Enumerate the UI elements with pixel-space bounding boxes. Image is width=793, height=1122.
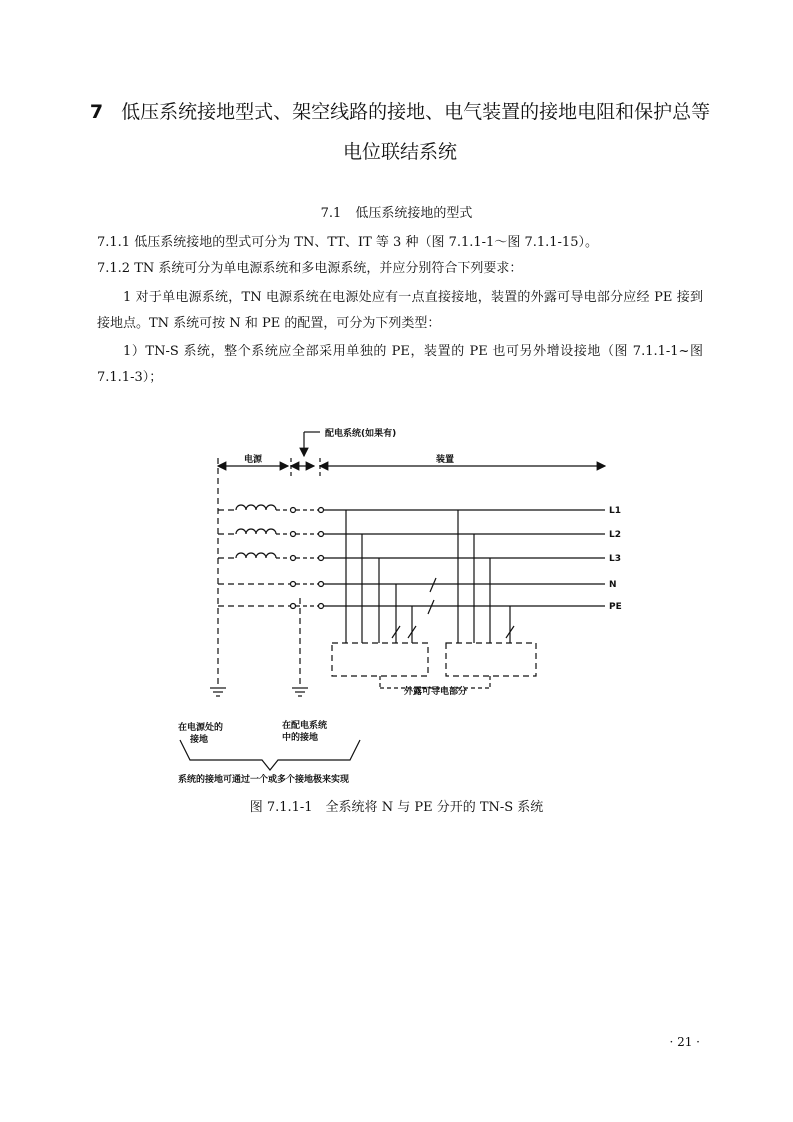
label-l1: L1	[609, 506, 621, 516]
figure-caption: 图 7.1.1-1 全系统将 N 与 PE 分开的 TN-S 系统	[249, 800, 544, 815]
equipment-box-2	[446, 643, 536, 676]
winding-l2	[236, 529, 276, 534]
chapter-title	[80, 92, 720, 172]
label-l2: L2	[609, 530, 621, 540]
n-mark	[430, 578, 436, 592]
label-distribution: 配电系统(如果有)	[325, 429, 397, 439]
label-exposed-parts: 外露可导电部分	[404, 687, 468, 697]
chapter-title-line2: 电位联结系统	[342, 141, 457, 163]
label-source: 电源	[244, 455, 263, 465]
label-n: N	[609, 580, 617, 590]
paragraph-7-1-2: 7.1.2 TN 系统可分为单电源系统和多电源系统，并应分别符合下列要求：	[97, 261, 523, 276]
label-bottom-note: 系统的接地可通过一个或多个接地极来实现	[178, 775, 350, 785]
section-title-text: 低压系统接地的型式	[355, 206, 473, 221]
tn-s-diagram	[160, 418, 630, 797]
section-title	[0, 202, 793, 221]
tn-s-diagram-svg	[160, 418, 630, 793]
chapter-title-text: 低压系统接地型式、架空线路的接地、电气装置的接地电阻和保护总等	[121, 101, 711, 123]
chapter-number: 7	[89, 101, 104, 123]
label-ground-source-2: 接地	[190, 735, 209, 745]
label-l3: L3	[609, 554, 621, 564]
label-ground-source-1: 在电源处的	[178, 723, 224, 733]
paragraph-7-1-1: 7.1.1 低压系统接地的型式可分为 TN、TT、IT 等 3 种（图 7.1.1-1～图 7.1.1-15）。	[97, 235, 598, 250]
paragraph-item-1-1: 1）TN-S 系统，整个系统应全部采用单独的 PE，装置的 PE 也可另外增设接地（图 7.1.1-1~图 7.1.1-3）；	[97, 344, 703, 385]
label-ground-dist-2: 中的接地	[282, 733, 319, 743]
page-number: · 21 ·	[669, 1035, 700, 1049]
pe-mark	[428, 600, 434, 614]
winding-l3	[236, 553, 276, 558]
label-installation: 装置	[436, 455, 455, 465]
winding-l1	[236, 505, 276, 510]
paragraph-item-1: 1 对于单电源系统，TN 电源系统在电源处应有一点直接接地，装置的外露可导电部分应经 PE 接到接地点。TN 系统可按 N 和 PE 的配置，可分为下列类型：	[97, 290, 703, 331]
section-number: 7.1	[320, 206, 342, 221]
equipment-box-1	[332, 643, 428, 676]
label-pe: PE	[609, 602, 622, 612]
chapter-title-line1	[80, 92, 720, 132]
label-ground-dist-1: 在配电系统	[282, 721, 328, 731]
